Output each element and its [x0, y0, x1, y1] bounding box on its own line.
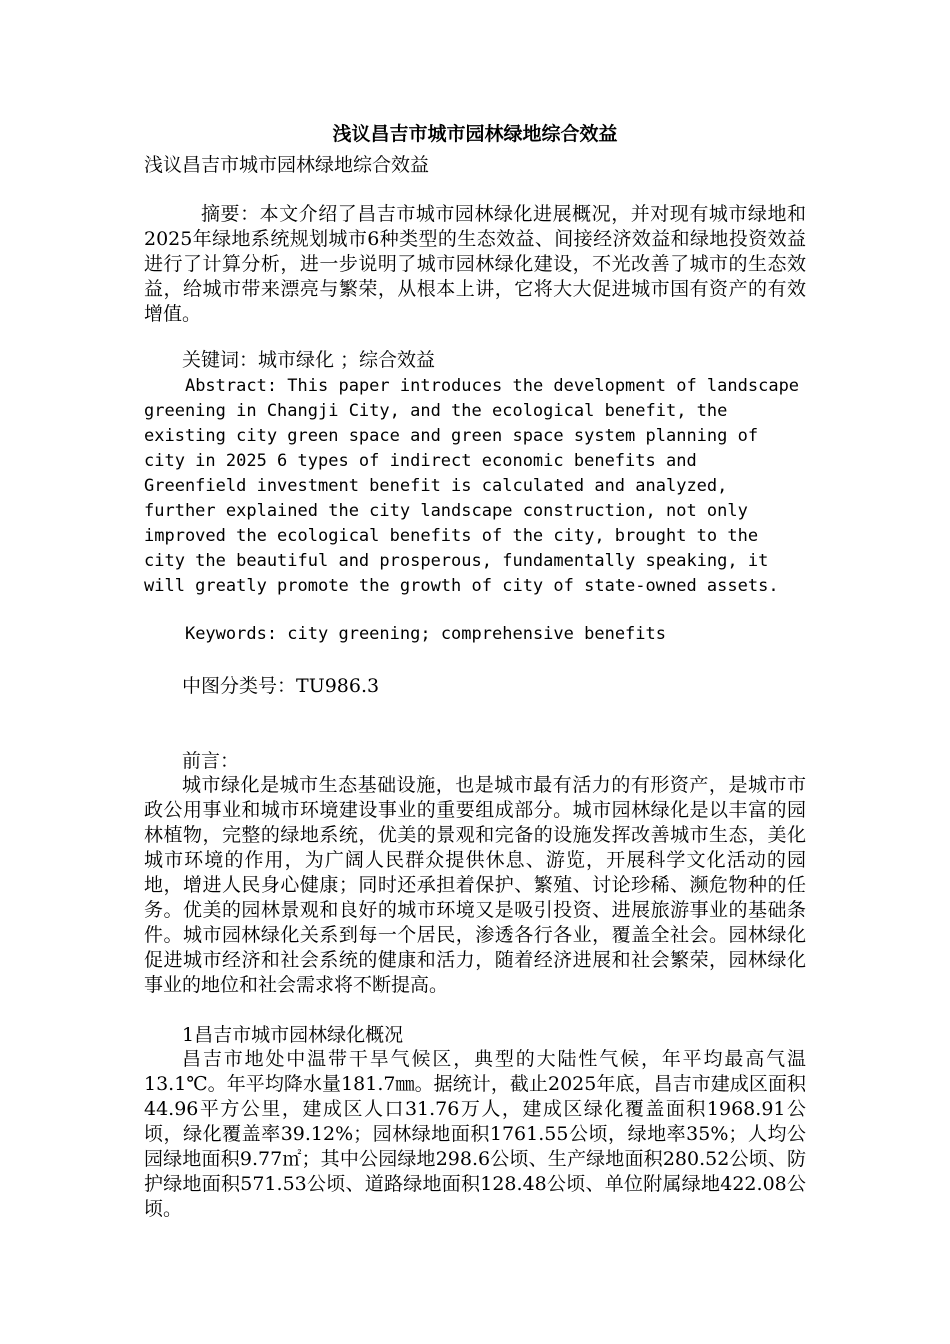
section-1-heading: 1昌吉市城市园林绿化概况	[182, 1024, 404, 1046]
abstract-english-text: Abstract: This paper introduces the development of landscape greening in Changji City, and the ecological benefit, the existing city green space and green space system planning of city in 2025 6 types of indirect economic benefits and Greenfield investment benefit is calculated and analyzed, further explained the city landscape construction, not only improved the ecological benefits of the city, brought to the city the beautiful and prosperous, fundamentally speaking, it will greatly promote the growth of city of state-owned assets.	[144, 376, 810, 596]
keywords-chinese: 关键词：城市绿化 ；综合效益	[182, 349, 436, 371]
classification-label: 中图分类号：	[182, 675, 297, 697]
document-subtitle: 浅议昌吉市城市园林绿地综合效益	[144, 154, 430, 176]
classification-code: TU986.3	[296, 675, 380, 697]
abstract-chinese: 摘要：本文介绍了昌吉市城市园林绿化进展概况，并对现有城市绿地和2025年绿地系统规划城市6种类型的生态效益、间接经济效益和绿地投资效益进行了计算分析，进一步说明了城市园林绿化建设，不光改善了城市的生态效益，给城市带来漂亮与繁荣，从根本上讲，它将大大促进城市国有资产的有效增值。	[144, 203, 806, 325]
section-1-paragraph: 昌吉市地处中温带干旱气候区，典型的大陆性气候，年平均最高气温13.1℃。年平均降水量181.7㎜。据统计，截止2025年底，昌吉市建成区面积44.96平方公里，建成区人口31.76万人，建成区绿化覆盖面积1968.91公顷，绿化覆盖率39.12%；园林绿地面积1761.55公顷，绿地率35%；人均公园绿地面积9.77㎡；其中公园绿地298.6公顷、生产绿地面积280.52公顷、防护绿地面积571.53公顷、道路绿地面积128.48公顷、单位附属绿地422.08公顷。	[144, 1048, 806, 1220]
abstract-english	[144, 374, 810, 599]
keywords-english	[144, 622, 806, 647]
keywords-english-text: Keywords: city greening; comprehensive benefits	[184, 624, 666, 644]
document-title: 浅议昌吉市城市园林绿地综合效益	[332, 123, 618, 145]
preface-heading: 前言：	[182, 750, 240, 772]
preface-paragraph: 城市绿化是城市生态基础设施，也是城市最有活力的有形资产，是城市市政公用事业和城市环境建设事业的重要组成部分。城市园林绿化是以丰富的园林植物，完整的绿地系统，优美的景观和完备的设施发挥改善城市生态，美化城市环境的作用，为广阔人民群众提供休息、游览，开展科学文化活动的园地，增进人民身心健康；同时还承担着保护、繁殖、讨论珍稀、濒危物种的任务。优美的园林景观和良好的城市环境又是吸引投资、进展旅游事业的基础条件。城市园林绿化关系到每一个居民，渗透各行各业，覆盖全社会。园林绿化促进城市经济和社会系统的健康和活力，随着经济进展和社会繁荣，园林绿化事业的地位和社会需求将不断提高。	[144, 774, 806, 996]
classification-number	[144, 674, 806, 699]
